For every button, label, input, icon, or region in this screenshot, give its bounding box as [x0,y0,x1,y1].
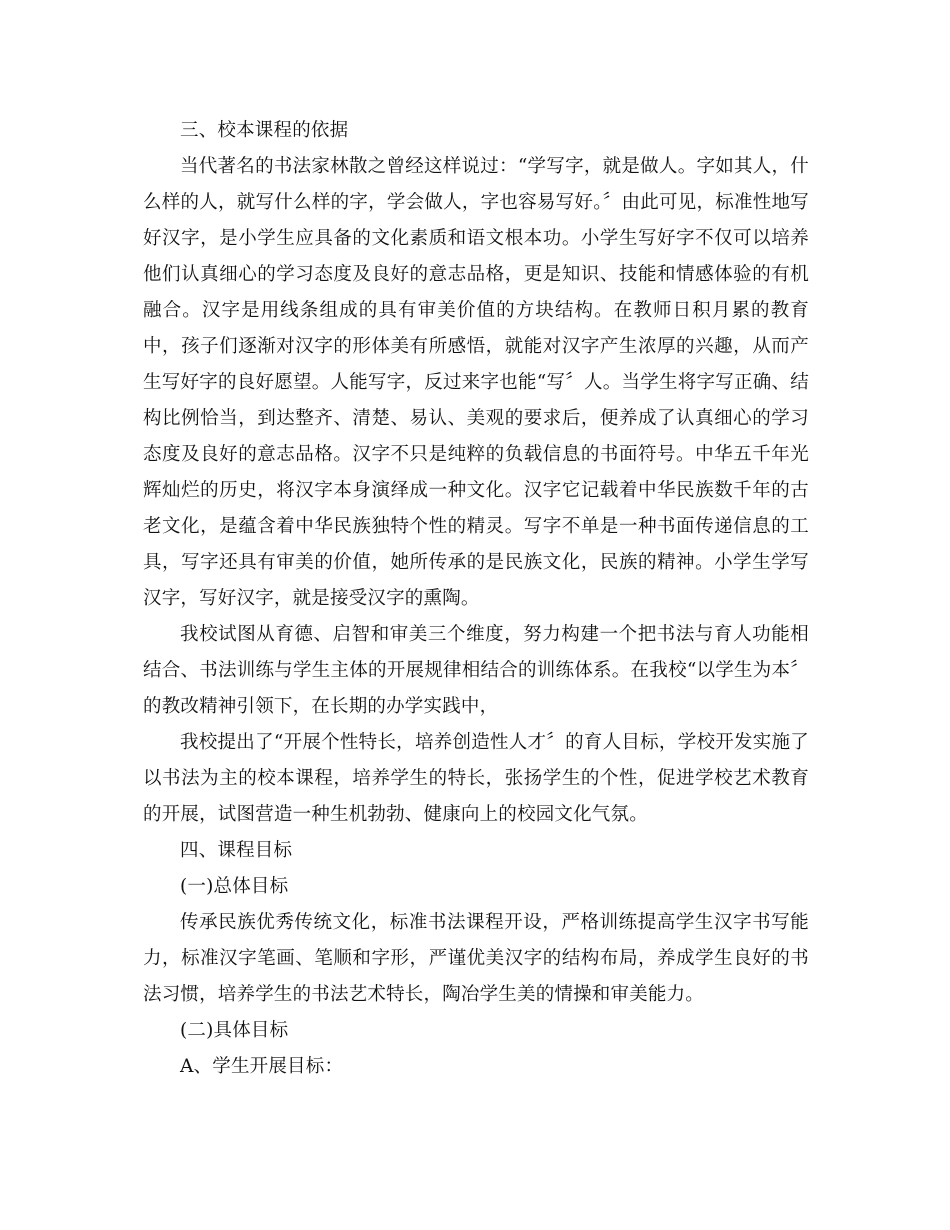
paragraph-education-goal: 我校提出了“开展个性特长，培养创造性人才〞的育人目标，学校开发实施了以书法为主的校本课程，培养学生的特长，张扬学生的个性，促进学校艺术教育的开展，试图营造一种生机勃勃、健康向上的校园文化气氛。 [143,732,809,825]
paragraph-overall-goal: 传承民族优秀传统文化，标准书法课程开设，严格训练提高学生汉字书写能力，标准汉字笔画、笔顺和字形，严谨优美汉字的结构布局，养成学生良好的书法习惯，培养学生的书法艺术特长，陶冶学生美的情操和审美能力。 [143,912,809,1005]
section-heading-basis: 三、校本课程的依据 [180,120,349,141]
subheading-specific-goal: (二)具体目标 [180,1020,289,1041]
section-heading-goals: 四、课程目标 [180,840,293,861]
subheading-student-goal: A、学生开展目标： [180,1056,344,1077]
paragraph-calligrapher-quote: 当代著名的书法家林散之曾经这样说过：“学写字，就是做人。字如其人，什么样的人，就写什么样的字，学会做人，字也容易写好。〞由此可见，标准性地写好汉字，是小学生应具备的文化素质和语文根本功。小学生写好字不仅可以培养他们认真细心的学习态度及良好的意志品格，更是知识、技能和情感体验的有机融合。汉字是用线条组成的具有审美价值的方块结构。在教师日积月累的教育中，孩子们逐渐对汉字的形体美有所感悟，就能对汉字产生浓厚的兴趣，从而产生写好字的良好愿望。人能写字，反过来字也能“写〞人。当学生将字写正确、结构比例恰当，到达整齐、清楚、易认、美观的要求后，便养成了认真细心的学习态度及良好的意志品格。汉字不只是纯粹的负载信息的书面符号。中华五千年光辉灿烂的历史，将汉字本身演绎成一种文化。汉字它记载着中华民族数千年的古老文化，是蕴含着中华民族独特个性的精灵。写字不单是一种书面传递信息的工具，写字还具有审美的价值，她所传承的是民族文化，民族的精神。小学生学写汉字，写好汉字，就是接受汉字的熏陶。 [143,156,809,609]
paragraph-school-system: 我校试图从育德、启智和审美三个维度，努力构建一个把书法与育人功能相结合、书法训练与学生主体的开展规律相结合的训练体系。在我校“以学生为本〞的教改精神引领下，在长期的办学实践中， [143,624,809,717]
document-body [143,113,809,1085]
subheading-overall-goal: (一)总体目标 [180,876,289,897]
